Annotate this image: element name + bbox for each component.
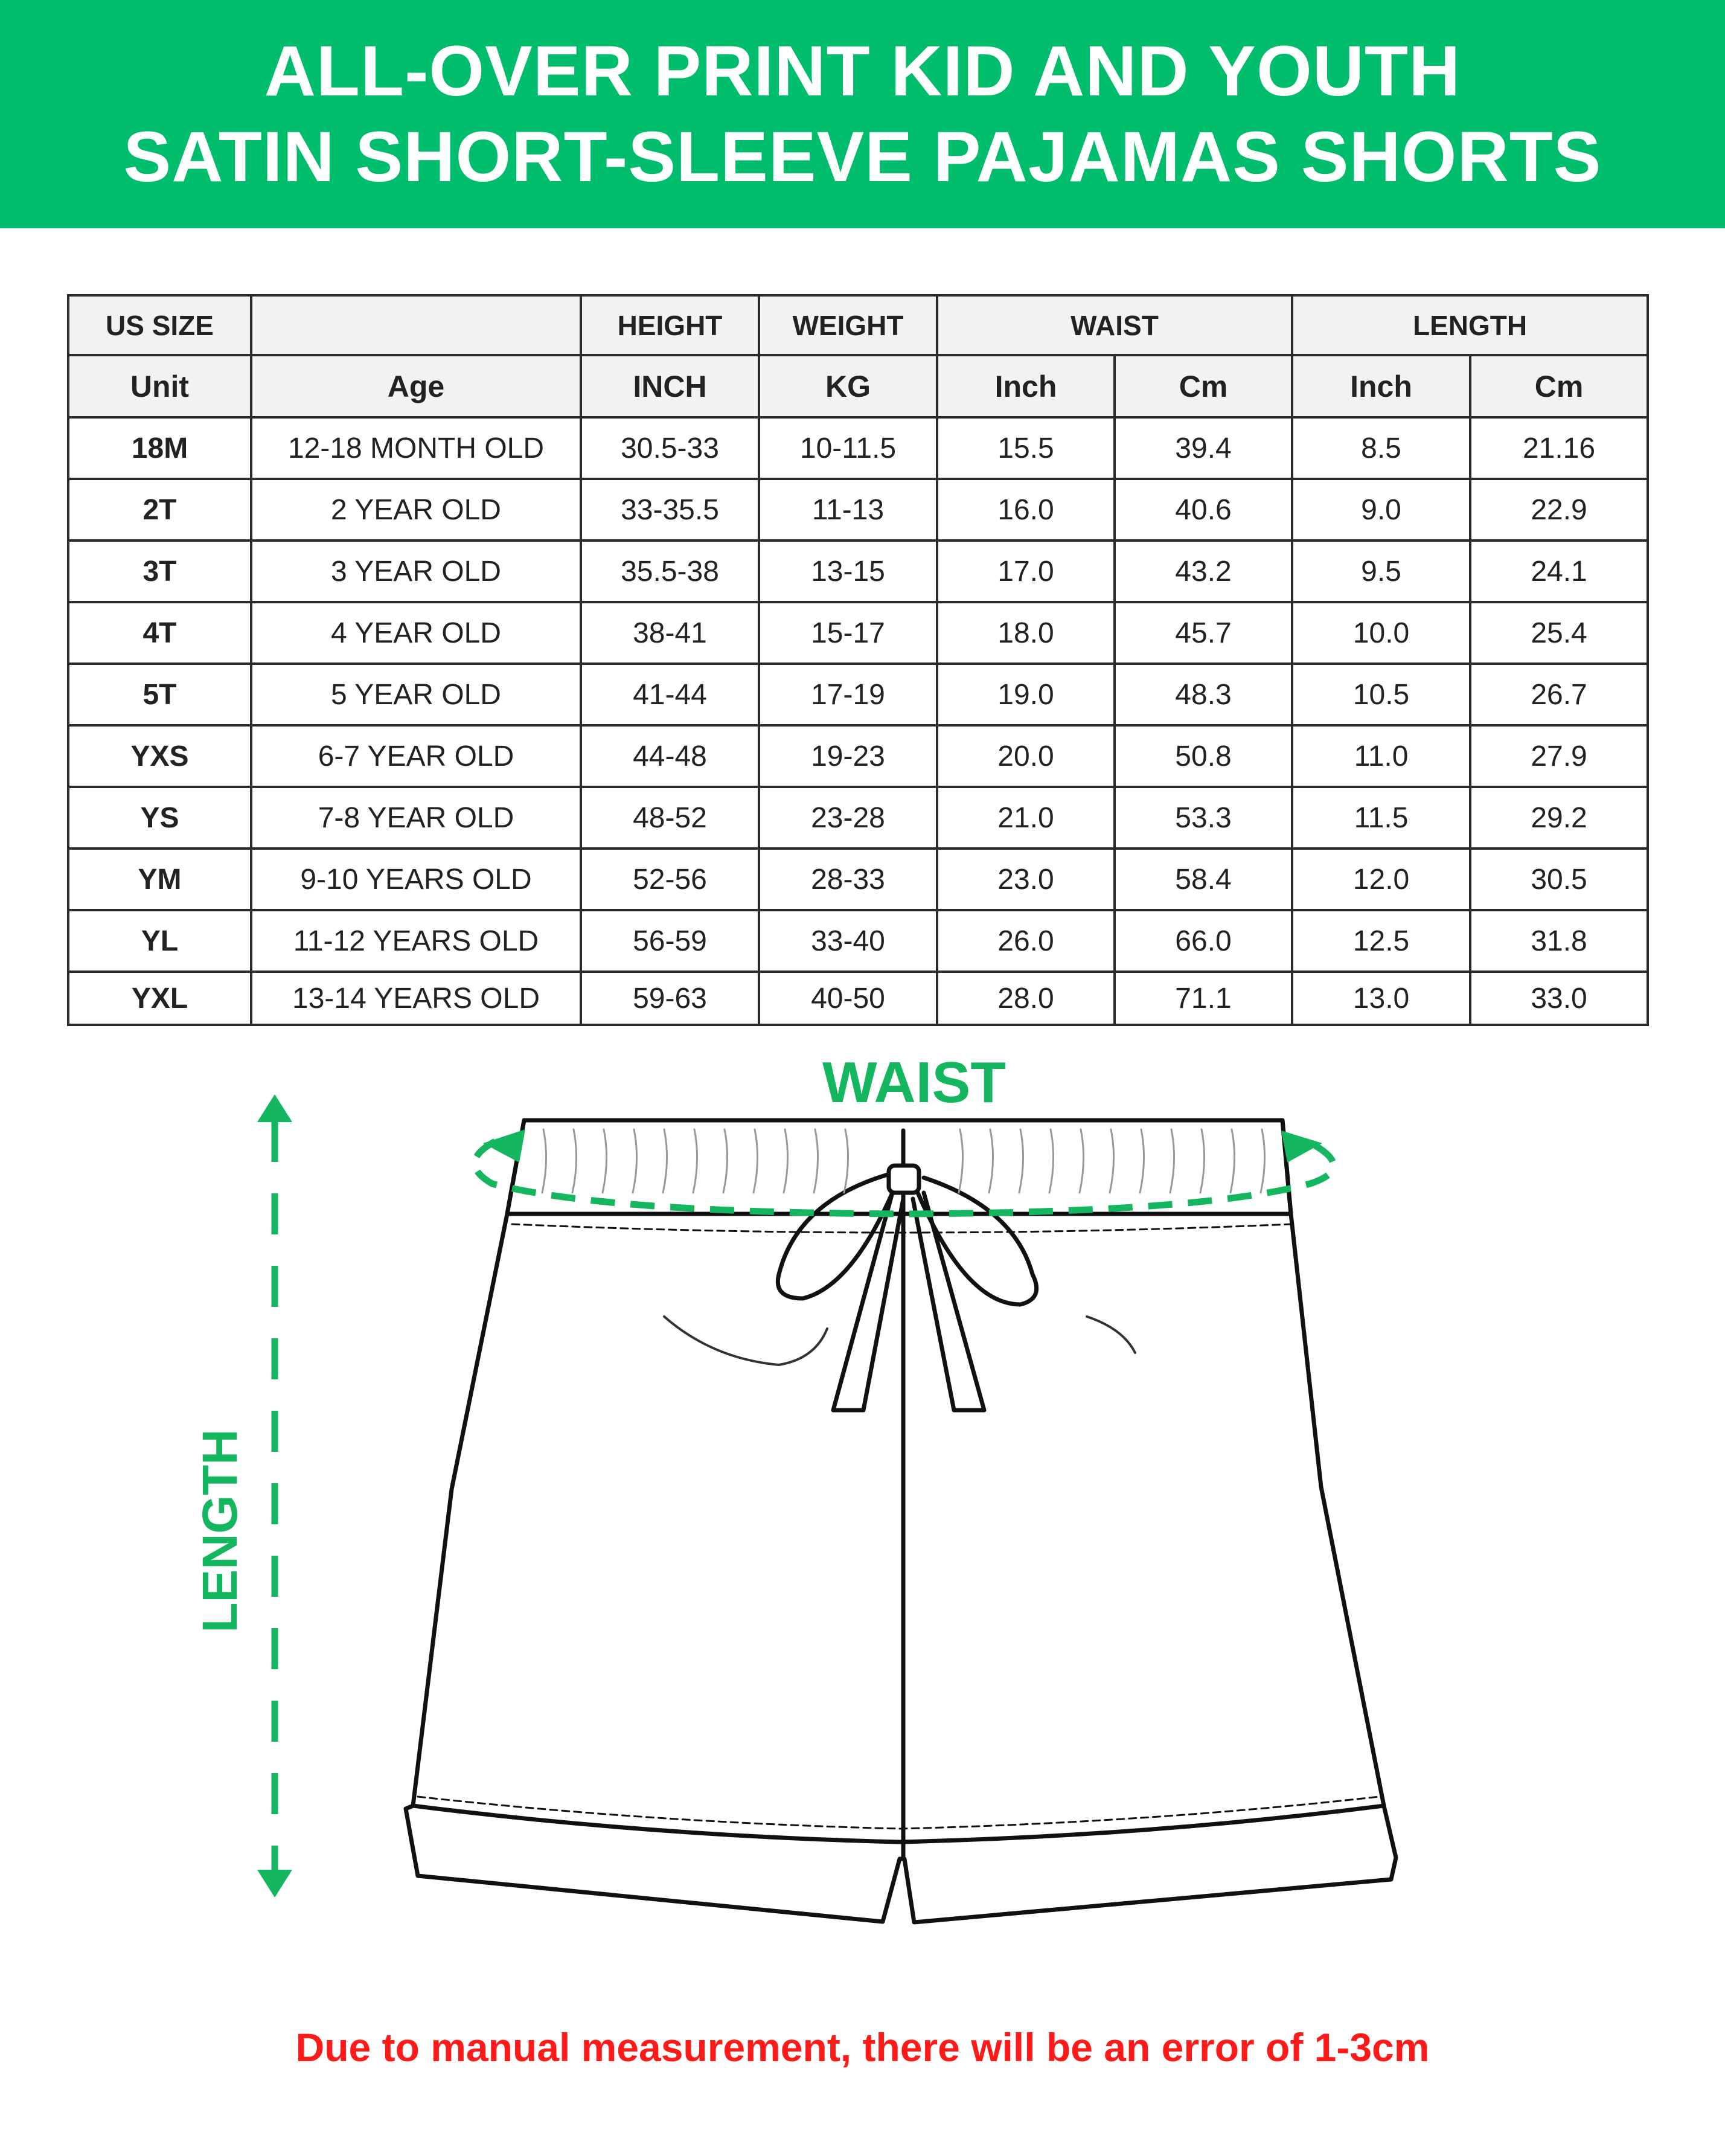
cell-weight: 40-50: [759, 972, 937, 1025]
cell-age: 13-14 YEARS OLD: [251, 972, 581, 1025]
table-row: [68, 479, 1648, 541]
cell-size: 5T: [68, 664, 251, 725]
cell-length-in: 12.0: [1292, 849, 1470, 910]
cell-length-in: 10.5: [1292, 664, 1470, 725]
cell-length-cm: 29.2: [1470, 787, 1648, 849]
cell-weight: 19-23: [759, 725, 937, 787]
cell-waist-cm: 50.8: [1115, 725, 1292, 787]
cell-waist-cm: 39.4: [1115, 417, 1292, 479]
cell-weight: 11-13: [759, 479, 937, 541]
cell-age: 9-10 YEARS OLD: [251, 849, 581, 910]
cell-length-cm: 30.5: [1470, 849, 1648, 910]
cell-height: 35.5-38: [581, 541, 759, 602]
cell-length-in: 11.0: [1292, 725, 1470, 787]
cell-waist-in: 28.0: [937, 972, 1115, 1025]
unit-header: Inch: [1292, 355, 1470, 417]
cell-size: 18M: [68, 417, 251, 479]
cell-size: 3T: [68, 541, 251, 602]
cell-size: 4T: [68, 602, 251, 664]
cell-age: 11-12 YEARS OLD: [251, 910, 581, 972]
cell-waist-in: 21.0: [937, 787, 1115, 849]
table-row: [68, 849, 1648, 910]
cell-waist-cm: 48.3: [1115, 664, 1292, 725]
header-length: LENGTH: [1292, 295, 1648, 355]
cell-waist-in: 26.0: [937, 910, 1115, 972]
cell-waist-cm: 53.3: [1115, 787, 1292, 849]
table-row: [68, 602, 1648, 664]
cell-length-in: 13.0: [1292, 972, 1470, 1025]
cell-size: YS: [68, 787, 251, 849]
cell-waist-in: 16.0: [937, 479, 1115, 541]
cell-waist-cm: 71.1: [1115, 972, 1292, 1025]
cell-waist-in: 19.0: [937, 664, 1115, 725]
cell-waist-cm: 58.4: [1115, 849, 1292, 910]
table-row: [68, 787, 1648, 849]
table-row: [68, 725, 1648, 787]
cell-size: 2T: [68, 479, 251, 541]
header-weight: WEIGHT: [759, 295, 937, 355]
cell-waist-in: 20.0: [937, 725, 1115, 787]
cell-waist-cm: 45.7: [1115, 602, 1292, 664]
unit-header: Inch: [937, 355, 1115, 417]
cell-length-in: 9.0: [1292, 479, 1470, 541]
cell-length-in: 12.5: [1292, 910, 1470, 972]
cell-length-cm: 27.9: [1470, 725, 1648, 787]
cell-length-cm: 33.0: [1470, 972, 1648, 1025]
table-row: [68, 910, 1648, 972]
cell-weight: 13-15: [759, 541, 937, 602]
table-row: [68, 417, 1648, 479]
unit-header: Age: [251, 355, 581, 417]
unit-header-row: [68, 355, 1648, 417]
cell-waist-in: 23.0: [937, 849, 1115, 910]
cell-weight: 23-28: [759, 787, 937, 849]
cell-height: 52-56: [581, 849, 759, 910]
cell-length-cm: 22.9: [1470, 479, 1648, 541]
cell-age: 6-7 YEAR OLD: [251, 725, 581, 787]
cell-height: 59-63: [581, 972, 759, 1025]
cell-height: 33-35.5: [581, 479, 759, 541]
unit-header: Cm: [1115, 355, 1292, 417]
cell-age: 7-8 YEAR OLD: [251, 787, 581, 849]
cell-waist-in: 15.5: [937, 417, 1115, 479]
table-row: [68, 541, 1648, 602]
header-us-size: US SIZE: [68, 295, 251, 355]
cell-size: YXL: [68, 972, 251, 1025]
cell-age: 3 YEAR OLD: [251, 541, 581, 602]
unit-header: KG: [759, 355, 937, 417]
header-height: HEIGHT: [581, 295, 759, 355]
unit-header: Cm: [1470, 355, 1648, 417]
cell-length-cm: 21.16: [1470, 417, 1648, 479]
table-row: [68, 972, 1648, 1025]
waist-label: WAIST: [822, 1050, 1006, 1115]
cell-weight: 15-17: [759, 602, 937, 664]
cell-length-cm: 24.1: [1470, 541, 1648, 602]
cell-length-cm: 31.8: [1470, 910, 1648, 972]
shorts-diagram: [0, 1027, 1725, 1933]
cell-age: 2 YEAR OLD: [251, 479, 581, 541]
cell-height: 30.5-33: [581, 417, 759, 479]
cell-height: 38-41: [581, 602, 759, 664]
cell-waist-cm: 40.6: [1115, 479, 1292, 541]
group-header-row: [68, 295, 1648, 355]
cell-length-cm: 25.4: [1470, 602, 1648, 664]
shorts-outline-icon: [406, 1120, 1396, 1922]
cell-weight: 17-19: [759, 664, 937, 725]
header-blank: [251, 295, 581, 355]
header-waist: WAIST: [937, 295, 1292, 355]
unit-header: Unit: [68, 355, 251, 417]
cell-age: 4 YEAR OLD: [251, 602, 581, 664]
cell-height: 44-48: [581, 725, 759, 787]
cell-size: YXS: [68, 725, 251, 787]
length-label: LENGTH: [193, 1429, 248, 1633]
title-line-2: SATIN SHORT-SLEEVE PAJAMAS SHORTS: [123, 117, 1602, 197]
cell-age: 5 YEAR OLD: [251, 664, 581, 725]
cell-length-in: 10.0: [1292, 602, 1470, 664]
cell-waist-cm: 66.0: [1115, 910, 1292, 972]
cell-waist-in: 18.0: [937, 602, 1115, 664]
title-line-1: ALL-OVER PRINT KID AND YOUTH: [264, 31, 1461, 111]
cell-height: 56-59: [581, 910, 759, 972]
cell-weight: 33-40: [759, 910, 937, 972]
cell-length-cm: 26.7: [1470, 664, 1648, 725]
cell-height: 48-52: [581, 787, 759, 849]
cell-height: 41-44: [581, 664, 759, 725]
cell-length-in: 11.5: [1292, 787, 1470, 849]
title-banner: [0, 0, 1725, 228]
cell-waist-in: 17.0: [937, 541, 1115, 602]
table-row: [68, 664, 1648, 725]
cell-age: 12-18 MONTH OLD: [251, 417, 581, 479]
measurement-error-note: Due to manual measurement, there will be an error of 1-3cm: [295, 2025, 1430, 2070]
cell-waist-cm: 43.2: [1115, 541, 1292, 602]
cell-size: YL: [68, 910, 251, 972]
unit-header: INCH: [581, 355, 759, 417]
cell-size: YM: [68, 849, 251, 910]
cell-weight: 10-11.5: [759, 417, 937, 479]
cell-weight: 28-33: [759, 849, 937, 910]
cell-length-in: 9.5: [1292, 541, 1470, 602]
size-chart-table: [67, 294, 1649, 1026]
length-arrow-icon: [257, 1094, 292, 1898]
cell-length-in: 8.5: [1292, 417, 1470, 479]
